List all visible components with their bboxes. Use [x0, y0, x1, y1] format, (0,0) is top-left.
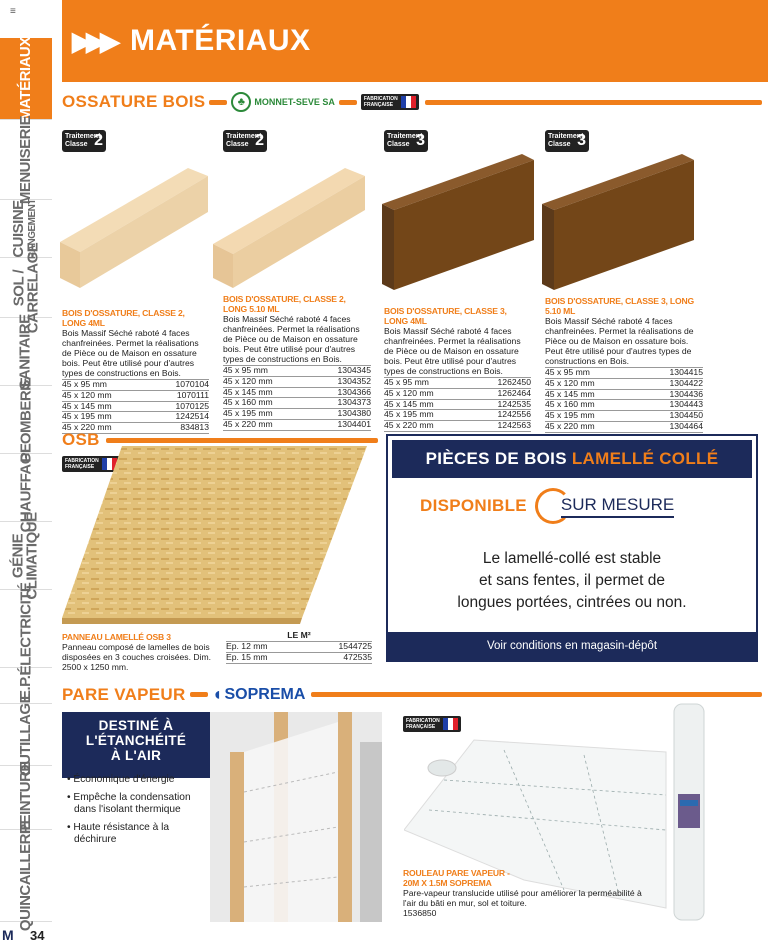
conditions-footer: Voir conditions en magasin-dépôt [388, 632, 756, 660]
sidebar-item-label: CHAUFFAGE [17, 443, 34, 532]
table-row: 45 x 195 mm 1304380 [223, 408, 371, 419]
table-row: 45 x 160 mm 1304373 [223, 397, 371, 408]
table-row: 45 x 95 mm 1304345 [223, 365, 371, 375]
promo-title-bar: PIÈCES DE BOIS LAMELLÉ COLLÉ [392, 440, 752, 478]
product-ref: 1536850 [403, 908, 437, 918]
timber-image-class3 [542, 152, 704, 292]
unit-label: LE M² [287, 630, 311, 640]
product-block [545, 296, 703, 433]
tree-icon: ♣ [231, 92, 251, 112]
product-title: BOIS D'OSSATURE, CLASSE 3, LONG 4ML [384, 306, 507, 326]
table-row: 45 x 95 mm 1070104 [62, 379, 209, 389]
sidebar-item-label: MENUISERIE [17, 115, 35, 204]
treatment-class-badge: Traitement Classe 3 [384, 130, 428, 152]
divider [311, 692, 762, 697]
sidebar-item-label: OUTILLAGE [17, 693, 35, 776]
section-title: OSSATURE BOIS [62, 92, 206, 111]
sidebar-item-sol-carrelage[interactable] [0, 242, 52, 333]
brand-logo-soprema: ◖ SOPREMA [211, 684, 306, 704]
table-row: 45 x 220 mm 1304401 [223, 418, 371, 429]
table-row: 45 x 145 mm 1304366 [223, 386, 371, 397]
sidebar-item-label: GÉNIE CLIMATIQUE [10, 511, 41, 600]
sidebar-item-label: CUISINE RANGEMENT [10, 198, 39, 259]
sidebar-item-label: SOL / CARRELAGE [10, 242, 42, 333]
sidebar-item-quincaillerie[interactable] [0, 820, 52, 931]
menu-icon[interactable]: ≡ [10, 6, 16, 17]
product-description: Bois Massif Séché raboté 4 faces chanfreinées. Permet la réalisations de Pièce ou de Maison en ossature bois. Peut être utilisé pour d'autres types de constructions en Bois. [62, 328, 199, 378]
treatment-class-badge: Traitement Classe 2 [62, 130, 106, 152]
osb-ref-block [226, 630, 372, 664]
wall-installation-image [210, 712, 382, 922]
section-title: PARE VAPEUR [62, 684, 186, 704]
table-row: Ep. 12 mm 1544725 [226, 641, 372, 651]
sidebar-item-genie-climatique[interactable] [0, 511, 52, 600]
table-row: 45 x 145 mm 1070125 [62, 400, 209, 411]
timber-image-class2 [60, 160, 220, 290]
table-row: 45 x 120 mm 1070111 [62, 389, 209, 400]
timber-image-class3 [382, 152, 542, 292]
sidebar-item-electricite[interactable] [0, 582, 52, 675]
sidebar-item-label: ÉLECTRICITÉ [17, 582, 34, 675]
fabrication-francaise-badge: FABRICATION FRANÇAISE [361, 94, 419, 110]
divider [209, 100, 227, 105]
sidebar-item-label: QUINCAILLERIE [17, 820, 35, 931]
section-header-ossature [62, 92, 762, 112]
product-ref-table [545, 367, 703, 433]
product-title: BOIS D'OSSATURE, CLASSE 3, LONG 5.10 ML [545, 296, 694, 316]
product-description: Bois Massif Séché raboté 4 faces chanfreinées. Permet la réalisations de Pièce ou de Maison en ossature bois. Peut être utilisé pour d'autres types de constructions en Bois. [384, 326, 521, 376]
treatment-class-badge: Traitement Classe 2 [223, 130, 267, 152]
chevrons-icon: ▶▶▶ [72, 25, 114, 56]
table-row: 45 x 220 mm 834813 [62, 422, 209, 433]
product-block [62, 308, 209, 434]
sidebar-item-menuiserie[interactable] [0, 115, 52, 204]
sidebar-item-outillage[interactable] [0, 693, 52, 776]
page-title: MATÉRIAUX [130, 24, 311, 57]
page-number: 34 [30, 928, 45, 943]
fabrication-francaise-badge: FABRICATION FRANÇAISE [62, 456, 120, 472]
product-ref-table [384, 377, 531, 432]
elephant-icon: ◖ [211, 684, 223, 704]
product-ref-table [62, 379, 209, 434]
timber-image-class2 [213, 160, 378, 290]
sidebar-item-label: PEINTURE [17, 761, 34, 834]
page-header [62, 0, 768, 82]
product-block [223, 294, 371, 431]
sidebar-item-label: PLOMBERIE [17, 377, 34, 462]
disponible-sur-mesure: DISPONIBLE SUR MESURE [420, 488, 674, 524]
french-flag-icon [401, 96, 416, 108]
product-title: BOIS D'OSSATURE, CLASSE 2, LONG 5.10 ML [223, 294, 346, 314]
lamelle-colle-promo [386, 434, 758, 662]
divider [425, 100, 762, 105]
table-row: 45 x 95 mm 1262450 [384, 377, 531, 387]
table-row: 45 x 195 mm 1304450 [545, 410, 703, 421]
divider [106, 438, 378, 443]
list-item: • Empêche la condensation dans l'isolant thermique [67, 792, 191, 815]
fabrication-francaise-badge: FABRICATION FRANÇAISE [403, 716, 461, 732]
product-description: Panneau composé de lamelles de bois disposées en 3 couches croisées. Dim. 2500 x 1250 mm. [62, 642, 212, 672]
sidebar-item-label: SANITAIRE [17, 313, 35, 390]
sidebar-item-materiaux[interactable] [0, 38, 52, 120]
sidebar-item-sanitaire[interactable] [0, 313, 52, 390]
sidebar-item-label: MATÉRIAUX [17, 36, 34, 121]
table-row: 45 x 195 mm 1242556 [384, 409, 531, 420]
section-title: OSB [62, 430, 100, 449]
brand-logo-monnet: ♣ MONNET-SEVE SA [231, 92, 335, 112]
destine-etancheite-box [62, 712, 382, 922]
product-block [62, 632, 222, 672]
product-block [384, 306, 531, 432]
table-row: 45 x 120 mm 1304352 [223, 375, 371, 386]
table-row: Ep. 15 mm 472535 [226, 651, 372, 662]
sidebar-item-label: E.P.I [17, 671, 34, 700]
category-sidebar [0, 0, 52, 943]
table-row: 45 x 220 mm 1242563 [384, 420, 531, 431]
product-title: BOIS D'OSSATURE, CLASSE 2, LONG 4ML [62, 308, 185, 328]
table-row: 45 x 195 mm 1242514 [62, 411, 209, 422]
product-ref-table [223, 365, 371, 431]
table-row: 45 x 120 mm 1262464 [384, 387, 531, 398]
table-row: 45 x 220 mm 1304464 [545, 420, 703, 431]
product-description: Bois Massif Séché raboté 4 faces chanfreinées. Permet la réalisations de Pièce ou de Maison en ossature bois. Peut être utilisé pour d'autres types de constructions en Bois. [545, 316, 694, 366]
treatment-class-badge: Traitement Classe 3 [545, 130, 589, 152]
product-title: ROULEAU PARE VAPEUR - 20M X 1.5M SOPREMA [403, 868, 510, 888]
product-description: Pare-vapeur translucide utilisé pour améliorer la perméabilité à l'air du bâti en mur, sol et toiture. [403, 888, 642, 908]
product-description: Bois Massif Séché raboté 4 faces chanfreinées. Permet la réalisations de Pièce ou de Maison en ossature bois. Peut être utilisé pour d'autres types de constructions en Bois. [223, 314, 360, 364]
table-row: 45 x 120 mm 1304422 [545, 377, 703, 388]
list-item: • Économique d'énergie [67, 774, 175, 785]
brand-logo-m: M [2, 927, 14, 943]
promo-text: Le lamellé-collé est stable et sans fentes, il permet de longues portées, cintrées ou non. [457, 550, 687, 611]
destine-heading: DESTINÉ À L'ÉTANCHÉITÉ À L'AIR [62, 712, 210, 778]
benefits-list [66, 774, 212, 852]
list-item: • Haute résistance à la déchirure [67, 822, 170, 845]
table-row: 45 x 145 mm 1242535 [384, 398, 531, 409]
product-block [403, 868, 643, 918]
table-row: 45 x 145 mm 1304436 [545, 388, 703, 399]
table-row: 45 x 95 mm 1304415 [545, 367, 703, 377]
product-title: PANNEAU LAMELLÉ OSB 3 [62, 632, 171, 642]
product-ref-table [226, 641, 372, 664]
divider [339, 100, 357, 105]
table-row: 45 x 160 mm 1304443 [545, 399, 703, 410]
osb-panel-image [62, 446, 372, 626]
divider [190, 692, 208, 697]
